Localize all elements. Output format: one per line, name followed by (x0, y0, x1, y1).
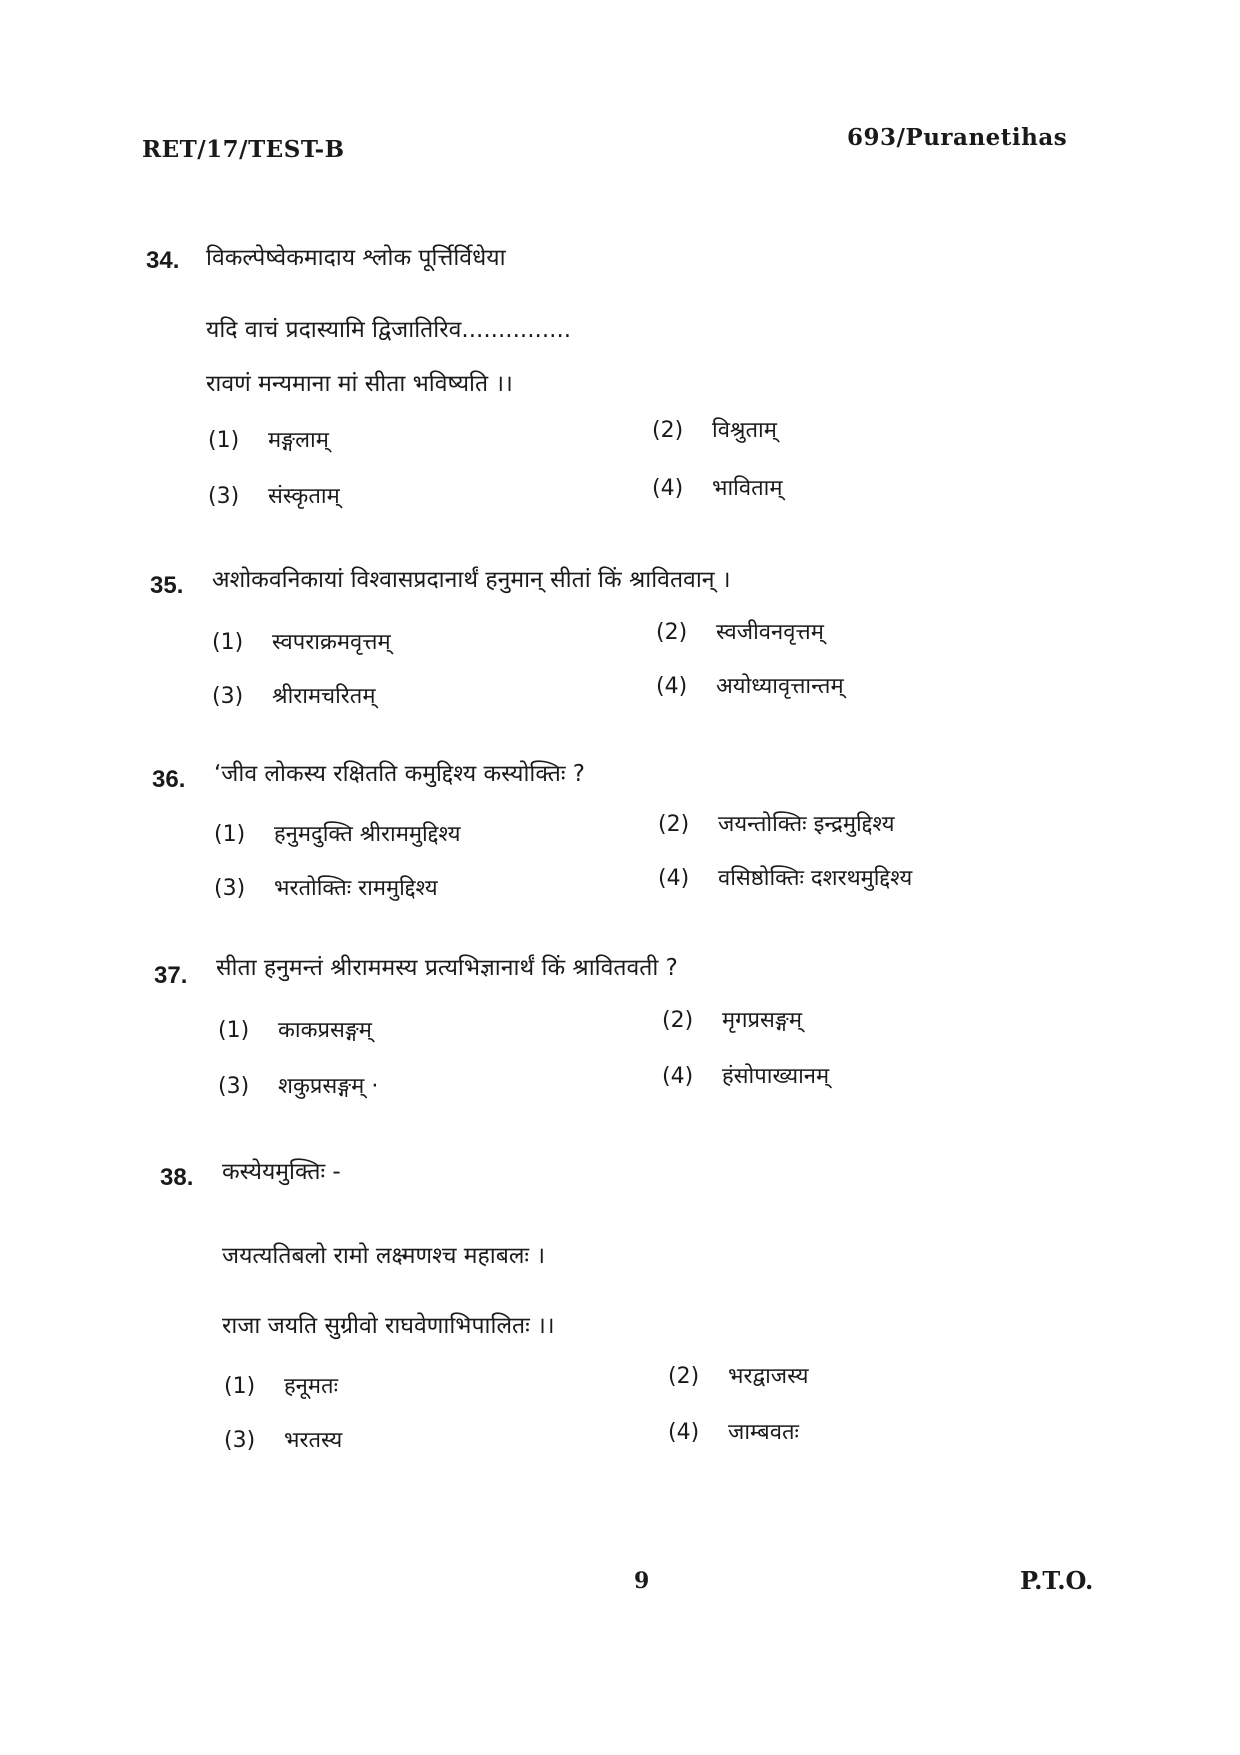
option-text: हंसोपाख्यानम् (722, 1064, 830, 1089)
option-1 (212, 626, 391, 656)
option-4 (668, 1416, 799, 1446)
option-number: (1) (224, 1374, 256, 1399)
option-1 (224, 1370, 338, 1400)
option-number: (1) (208, 428, 240, 453)
option-text: जाम्बवतः (728, 1420, 799, 1445)
option-2 (658, 808, 894, 838)
option-number: (4) (668, 1420, 700, 1445)
option-text: हनूमतः (284, 1374, 339, 1399)
question-text: ‘जीव लोकस्य रक्षितति कमुद्दिश्य कस्योक्तिः ? (214, 761, 585, 787)
option-text: शकुप्रसङ्गम् · (278, 1074, 379, 1099)
option-3 (214, 872, 438, 902)
option-text: भाविताम् (712, 476, 783, 501)
question-text: कस्येयमुक्तिः - (222, 1159, 341, 1185)
option-number: (3) (214, 876, 246, 901)
verse-line-2: रावणं मन्यमाना मां सीता भविष्यति ।। (206, 371, 513, 397)
option-number: (4) (658, 866, 690, 891)
option-text: मृगप्रसङ्गम् (722, 1008, 803, 1033)
question-number: 38. (160, 1164, 194, 1191)
pto-label: P.T.O. (1020, 1566, 1094, 1595)
option-text: भरतोक्तिः राममुद्दिश्य (274, 876, 438, 901)
option-1 (218, 1014, 372, 1044)
page-number: 9 (634, 1568, 650, 1594)
question-number: 36. (152, 766, 186, 793)
option-number: (4) (662, 1064, 694, 1089)
option-number: (3) (218, 1074, 250, 1099)
option-4 (656, 670, 844, 700)
question-text: अशोकवनिकायां विश्वासप्रदानार्थं हनुमान् सीतां किं श्रावितवान् । (212, 567, 731, 593)
option-text: हनुमदुक्ति श्रीराममुद्दिश्य (274, 822, 461, 847)
question-text: विकल्पेष्वेकमादाय श्लोक पूर्त्तिर्विधेया (206, 245, 506, 271)
option-1 (214, 818, 461, 848)
option-number: (4) (652, 476, 684, 501)
option-2 (652, 414, 777, 444)
option-text: स्वजीवनवृत्तम् (716, 620, 824, 645)
option-3 (212, 680, 376, 710)
option-4 (662, 1060, 829, 1090)
option-number: (2) (652, 418, 684, 443)
option-number: (3) (224, 1428, 256, 1453)
question-number: 34. (146, 247, 180, 274)
option-4 (658, 862, 912, 892)
option-number: (1) (212, 630, 244, 655)
option-text: भरतस्य (284, 1428, 343, 1453)
option-text: वसिष्ठोक्तिः दशरथमुद्दिश्य (718, 866, 913, 891)
option-4 (652, 472, 783, 502)
option-3 (224, 1424, 342, 1454)
option-number: (1) (218, 1018, 250, 1043)
option-number: (2) (658, 812, 690, 837)
option-2 (656, 616, 824, 646)
option-number: (1) (214, 822, 246, 847)
option-2 (668, 1360, 808, 1390)
option-text: भरद्वाजस्य (728, 1364, 809, 1389)
option-text: श्रीरामचरितम् (272, 684, 376, 709)
option-text: विश्रुताम् (712, 418, 777, 443)
option-number: (2) (668, 1364, 700, 1389)
option-text: संस्कृताम् (268, 484, 340, 509)
option-number: (2) (656, 620, 688, 645)
question-text: सीता हनुमन्तं श्रीराममस्य प्रत्यभिज्ञानार्थं किं श्रावितवती ? (216, 955, 678, 981)
option-number: (2) (662, 1008, 694, 1033)
verse-line-1: जयत्यतिबलो रामो लक्ष्मणश्च महाबलः । (222, 1243, 546, 1269)
header-left-code: RET/17/TEST-B (142, 136, 345, 163)
option-2 (662, 1004, 802, 1034)
option-number: (4) (656, 674, 688, 699)
option-text: स्वपराक्रमवृत्तम् (272, 630, 391, 655)
option-3 (218, 1070, 378, 1100)
option-text: अयोध्यावृत्तान्तम् (716, 674, 844, 699)
option-3 (208, 480, 340, 510)
option-number: (3) (208, 484, 240, 509)
option-1 (208, 424, 329, 454)
header-right-subject: 693/Puranetihas (847, 124, 1068, 151)
verse-line-1: यदि वाचं प्रदास्यामि द्विजातिरिव............... (206, 317, 572, 343)
question-number: 35. (150, 572, 184, 599)
option-number: (3) (212, 684, 244, 709)
option-text: जयन्तोक्तिः इन्द्रमुद्दिश्य (718, 812, 895, 837)
question-number: 37. (154, 962, 188, 989)
option-text: काकप्रसङ्गम् (278, 1018, 372, 1043)
verse-line-2: राजा जयति सुग्रीवो राघवेणाभिपालितः ।। (222, 1313, 555, 1339)
option-text: मङ्गलाम् (268, 428, 329, 453)
